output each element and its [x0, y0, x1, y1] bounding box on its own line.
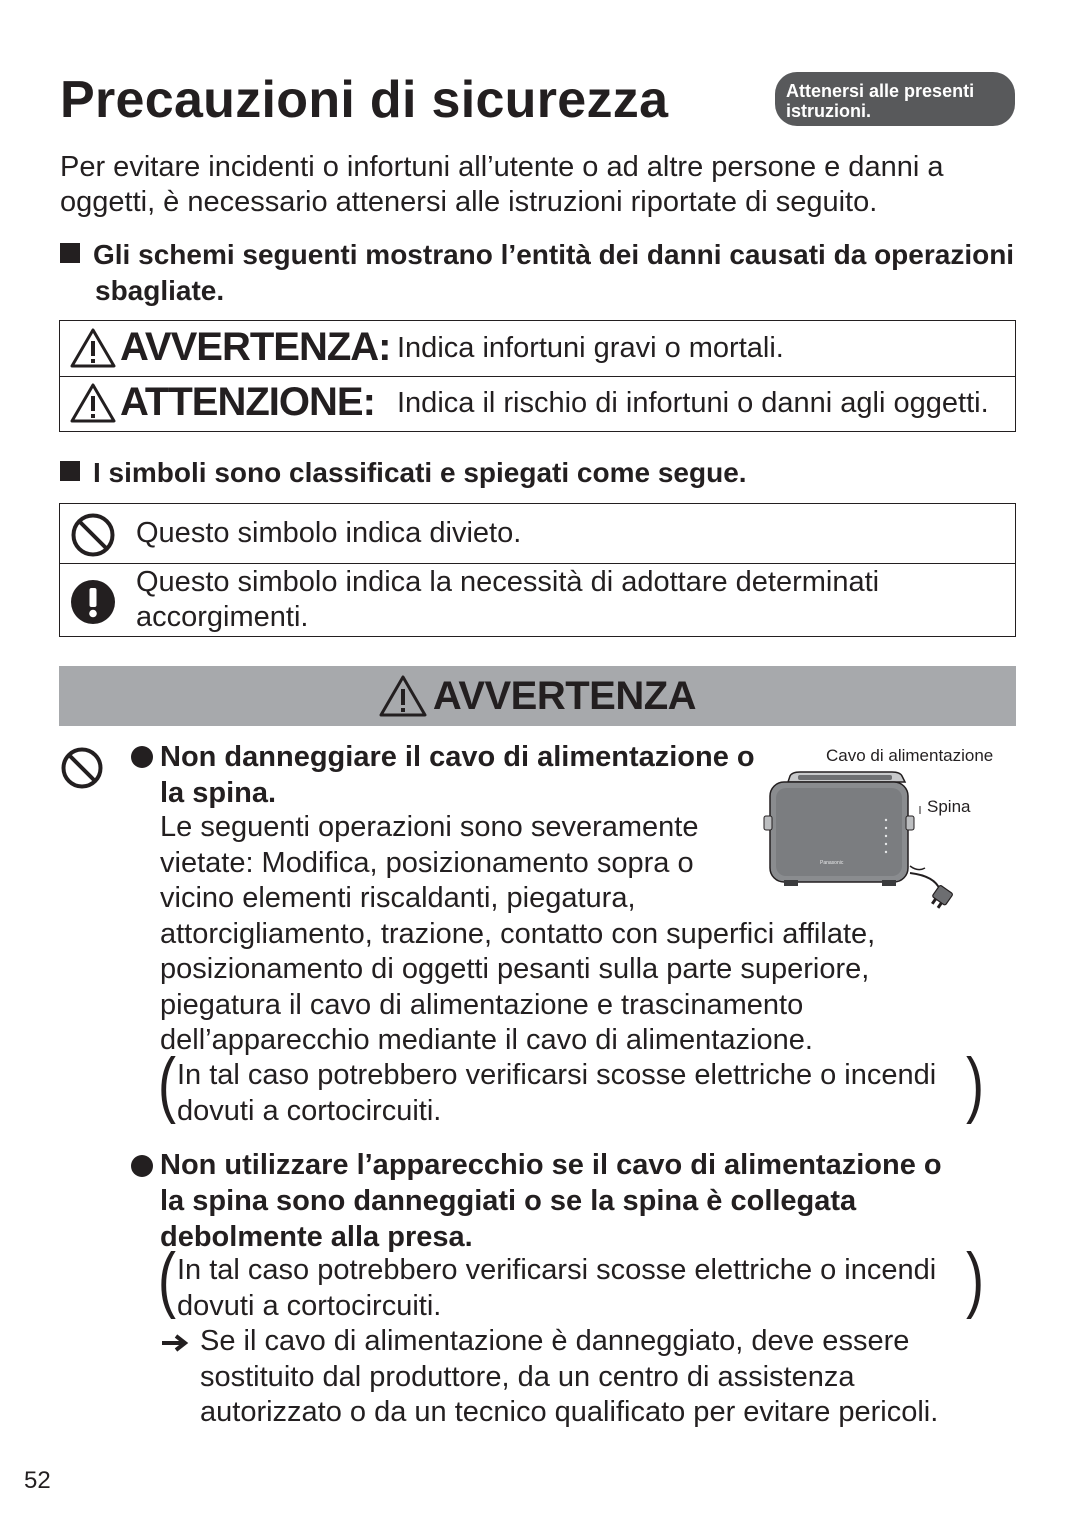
right-paren: ): [966, 1043, 984, 1125]
square-bullet-icon: [60, 243, 80, 263]
page-title: Precauzioni di sicurezza: [60, 71, 669, 129]
item-2-heading: Non utilizzare l’apparecchio se il cavo di alimentazione o la spina sono danneggiati o se la spina è collegata debolmente alla presa.: [160, 1149, 942, 1253]
warning-triangle-icon: [70, 327, 116, 369]
item-1-body-text: Le seguenti operazioni sono severamente vietate: Modifica, posizionamento sopra o vicino elementi riscaldanti, piegatura, attorcigliamento, trazione, contatto con superfici affilate, posizionamento di oggetti pesanti sulla parte superiore, piegatura il cavo di alimentazione e trascinamento dell’apparecchio mediante il cavo di alimentazione.: [160, 811, 876, 1056]
symbol-row-prohibition: [60, 504, 1015, 564]
warning-label: [70, 325, 390, 370]
instructions-badge: Attenersi alle presenti istruzioni.: [775, 72, 1015, 126]
page-number: 52: [24, 1467, 51, 1494]
prohibition-description: Questo simbolo indica divieto.: [136, 517, 522, 549]
left-paren: (: [158, 1238, 176, 1320]
bullet-icon: [131, 1155, 153, 1177]
plug-label: Spina: [927, 797, 971, 816]
prohibition-icon: [60, 746, 104, 790]
item-2-note: In tal caso potrebbero verificarsi scosse elettriche o incendi dovuti a cortocircuiti.: [177, 1254, 937, 1322]
item-1-heading: Non danneggiare il cavo di alimentazione o la spina.: [160, 741, 755, 809]
caution-triangle-icon: [70, 382, 116, 424]
symbols-table: [59, 503, 1016, 637]
item-2-arrow-note: Se il cavo di alimentazione è danneggiato, deve essere sostituito dal produttore, da un centro di assistenza autorizzato o da un tecnico qualificato per evitare pericoli.: [200, 1325, 939, 1428]
caution-label: [70, 380, 375, 425]
square-bullet-icon: [60, 461, 80, 481]
severity-row-caution: [60, 376, 1015, 431]
right-paren: ): [966, 1238, 984, 1320]
warning-description: Indica infortuni gravi o mortali.: [397, 332, 784, 364]
warning-banner: [59, 666, 1016, 726]
symbol-row-mandatory: [60, 563, 1015, 637]
severity-table: [59, 320, 1016, 432]
toaster-illustration: [760, 768, 960, 918]
intro-text: Per evitare incidenti o infortuni all’utente o ad altre persone e danni a oggetti, è necessario attenersi alle istruzioni riportate di seguito.: [60, 151, 944, 218]
warning-label-text: AVVERTENZA:: [120, 325, 391, 369]
severity-heading-text: Gli schemi seguenti mostrano l’entità dei danni causati da operazioni sbagliate.: [93, 239, 1015, 306]
prohibition-icon: [70, 512, 116, 558]
cord-label: Cavo di alimentazione: [826, 746, 994, 765]
mandatory-description: Questo simbolo indica la necessità di adottare determinati accorgimenti.: [136, 566, 880, 633]
left-paren: (: [158, 1043, 176, 1125]
warning-triangle-icon: [379, 674, 427, 718]
severity-heading: [60, 237, 1035, 309]
caution-description: Indica il rischio di infortuni o danni agli oggetti.: [397, 387, 989, 419]
caution-label-text: ATTENZIONE:: [120, 380, 375, 424]
bullet-icon: [131, 746, 153, 768]
toaster-brand: Panasonic: [820, 860, 844, 866]
symbols-heading-text: I simboli sono classificati e spiegati come segue.: [93, 457, 747, 488]
severity-row-warning: [60, 321, 1015, 377]
warning-banner-label: AVVERTENZA: [432, 673, 697, 718]
exclamation-icon: [70, 579, 116, 625]
item-1-note: In tal caso potrebbero verificarsi scosse elettriche o incendi dovuti a cortocircuiti.: [177, 1059, 937, 1127]
symbols-heading: [60, 455, 1010, 491]
arrow-right-icon: [160, 1333, 190, 1353]
